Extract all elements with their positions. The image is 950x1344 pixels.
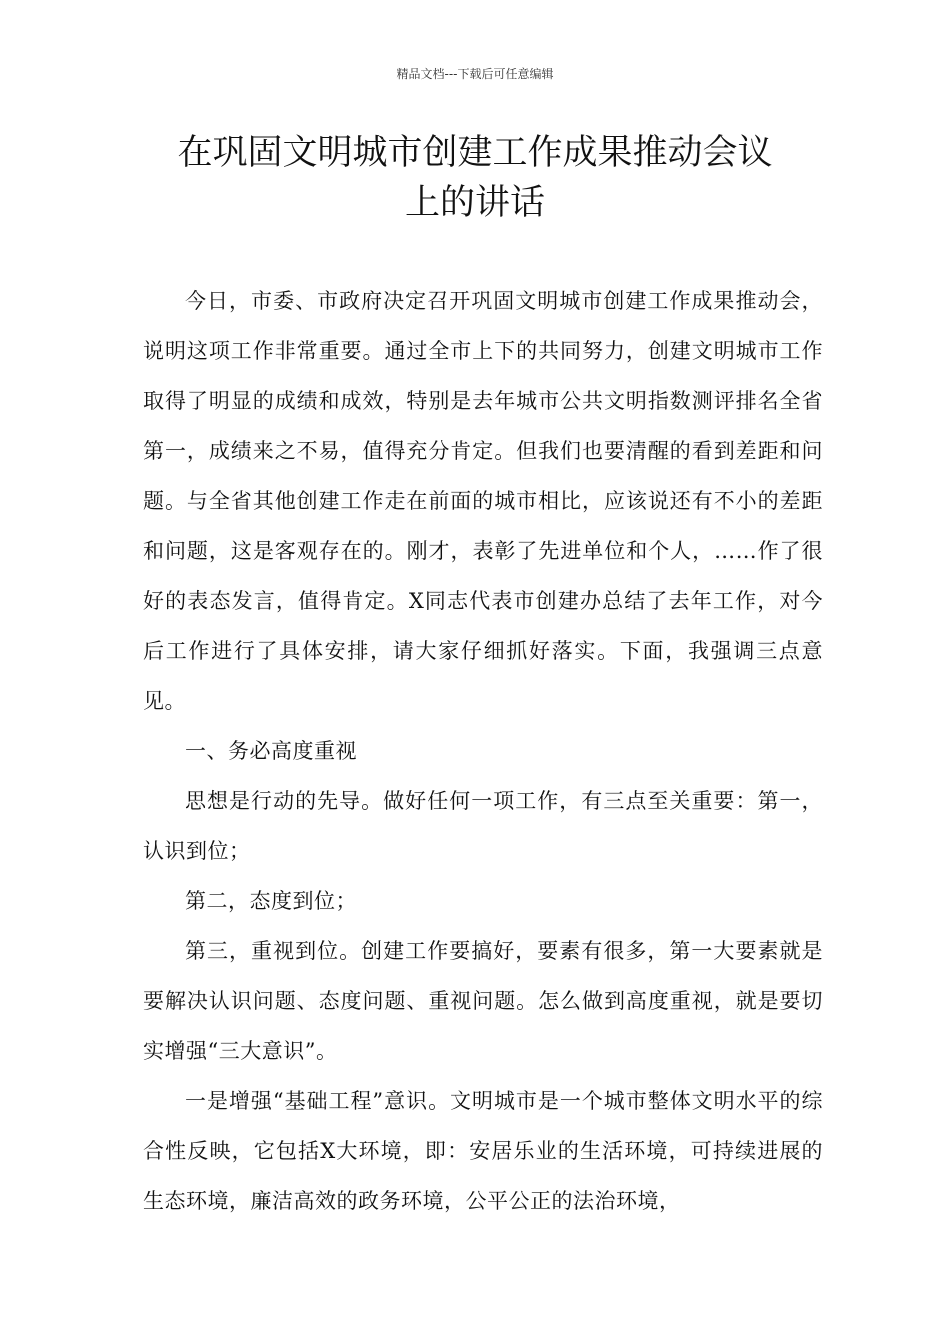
paragraph: 思想是行动的先导。做好任何一项工作，有三点至关重要：第一，认识到位； — [143, 789, 823, 863]
document-title — [120, 128, 830, 228]
paragraph: 第二，态度到位； — [185, 889, 357, 913]
paragraph: 一是增强“基础工程”意识。文明城市是一个城市整体文明水平的综合性反映，它包括X大环境，即：安居乐业的生活环境，可持续进展的生态环境，廉洁高效的政务环境，公平公正的法治环境， — [143, 1089, 823, 1213]
paragraph-intro: 今日，市委、市政府决定召开巩固文明城市创建工作成果推动会，说明这项工作非常重要。通过全市上下的共同努力，创建文明城市工作取得了明显的成绩和成效，特别是去年城市公共文明指数测评排名全省第一，成绩来之不易，值得充分肯定。但我们也要清醒的看到差距和问题。与全省其他创建工作走在前面的城市相比，应该说还有不小的差距和问题，这是客观存在的。刚才，表彰了先进单位和个人，……作了很好的表态发言，值得肯定。X同志代表市创建办总结了去年工作，对今后工作进行了具体安排，请大家仔细抓好落实。下面，我强调三点意见。 — [143, 289, 823, 713]
document-body — [143, 276, 823, 1226]
section-heading-1: 一、务必高度重视 — [185, 739, 357, 763]
paragraph: 第三，重视到位。创建工作要搞好，要素有很多，第一大要素就是要解决认识问题、态度问题、重视问题。怎么做到高度重视，就是要切实增强“三大意识”。 — [143, 939, 823, 1063]
page-header: 精品文档---下载后可任意编辑 — [396, 67, 554, 81]
title-line-2: 上的讲话 — [404, 183, 545, 223]
title-line-1: 在巩固文明城市创建工作成果推动会议 — [177, 133, 773, 173]
